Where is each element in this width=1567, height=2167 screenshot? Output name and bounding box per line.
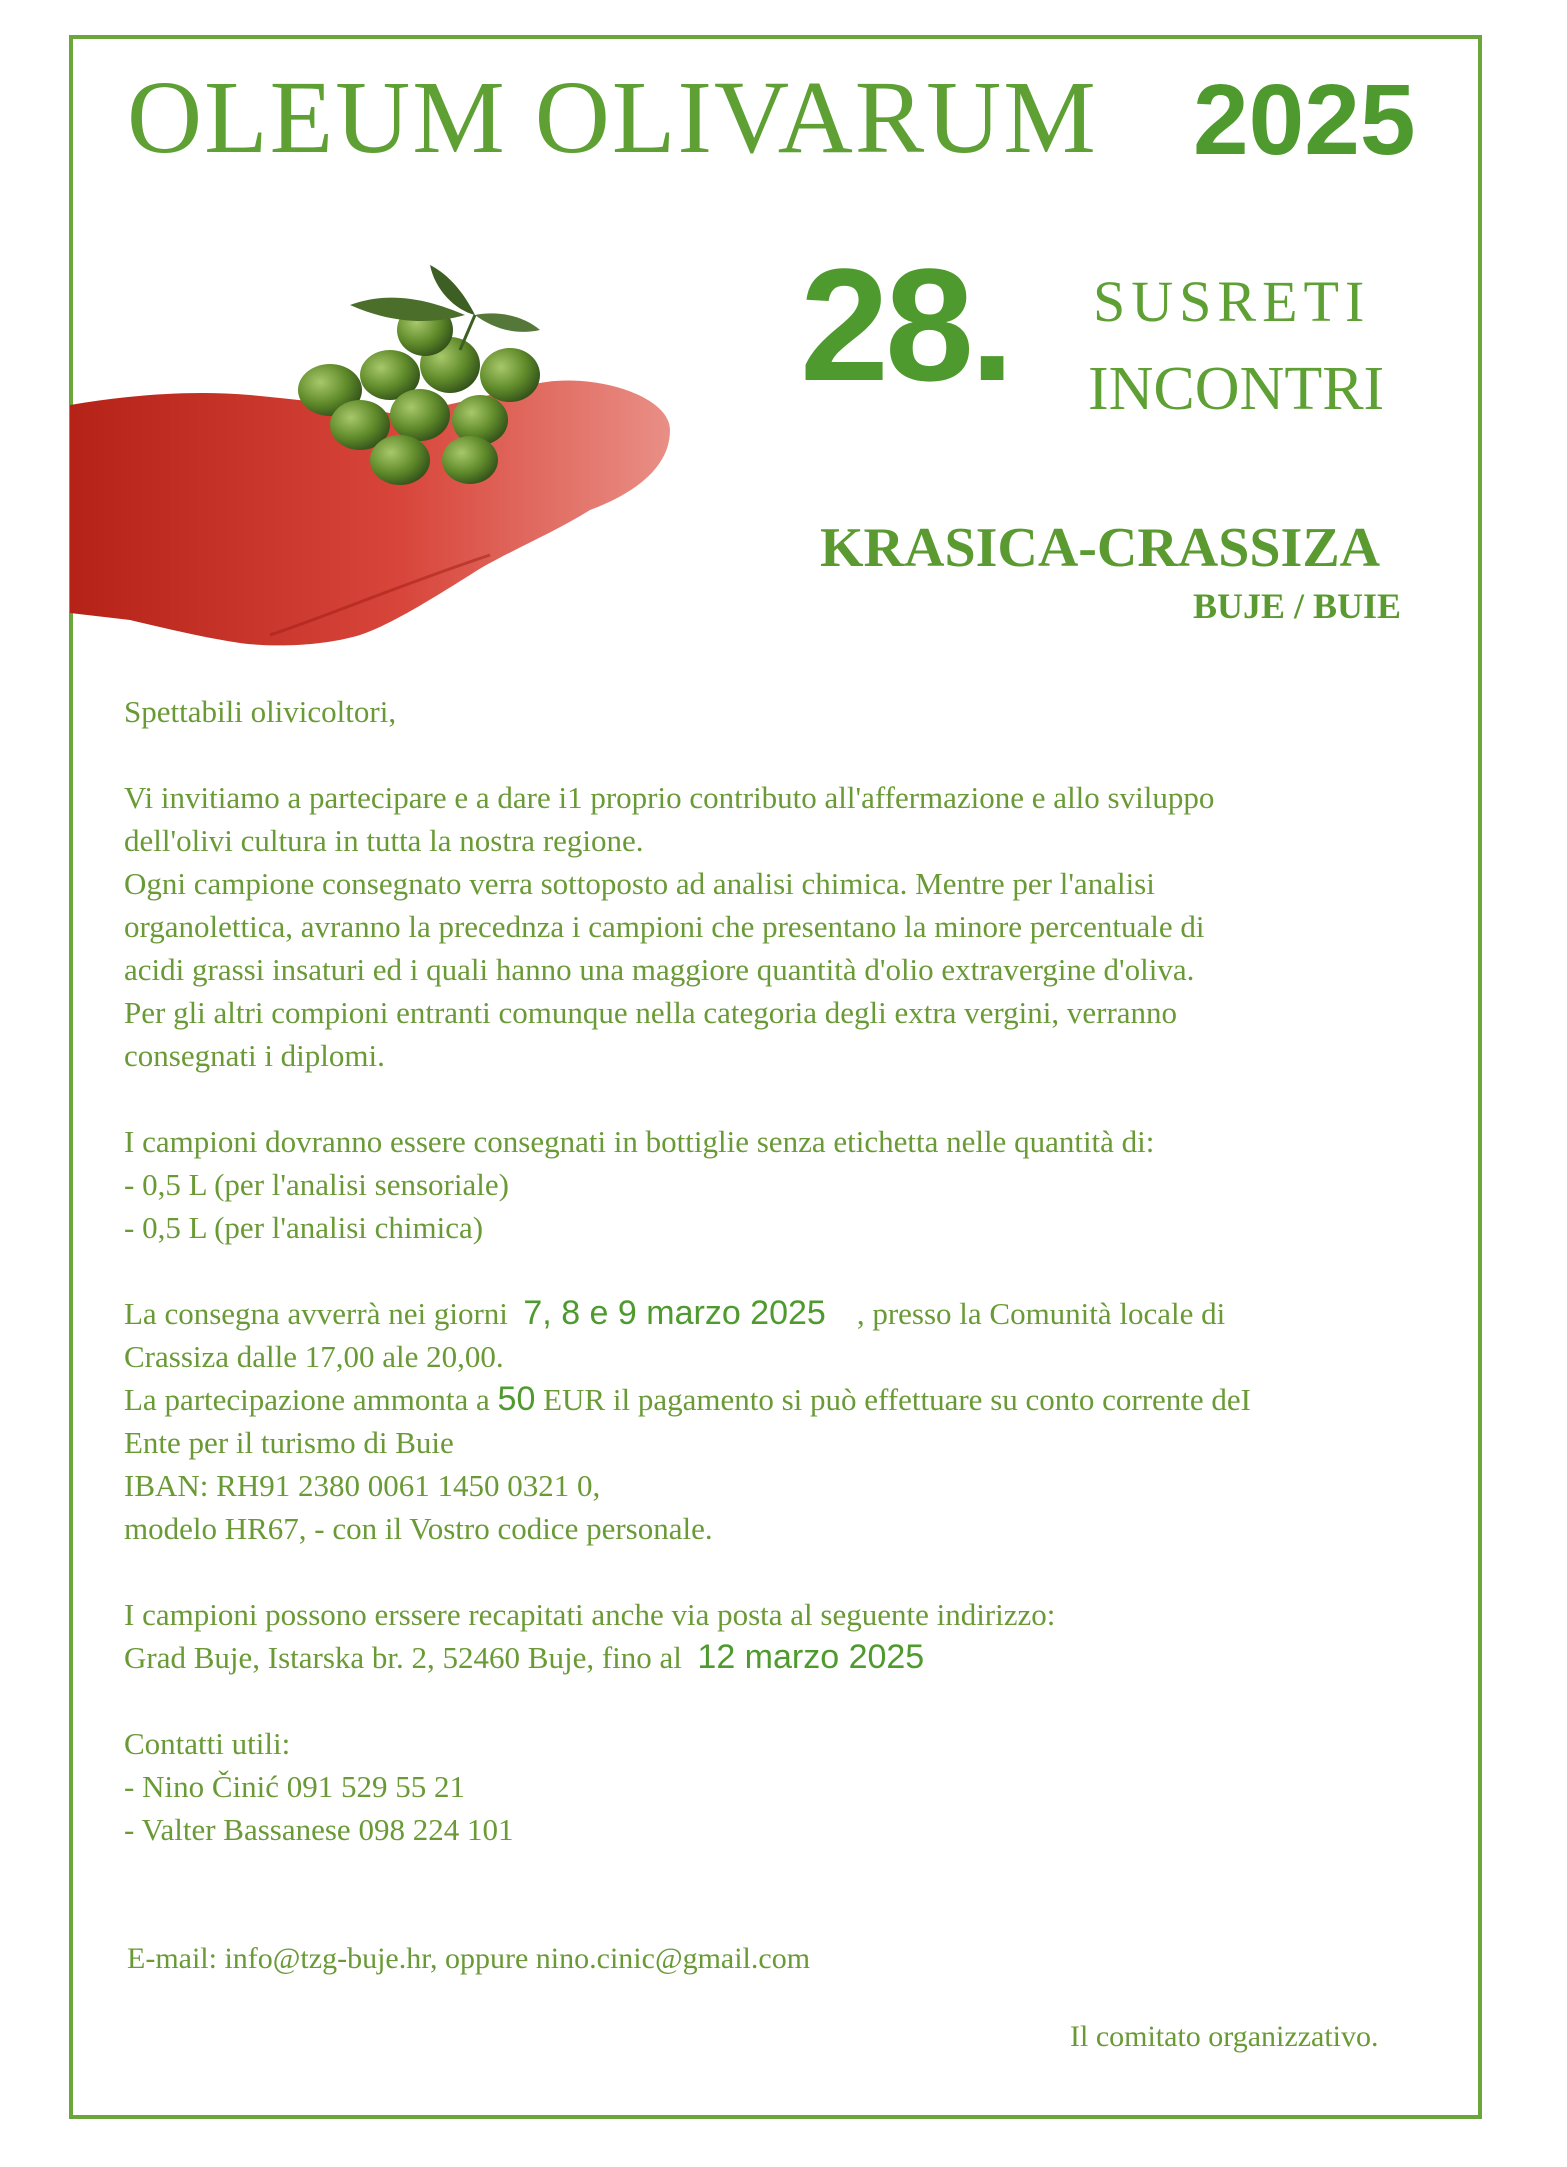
delivery-dates: 7, 8 e 9 marzo 2025 [523,1294,826,1332]
fee-pre: La partecipazione ammonta a [124,1382,490,1417]
greeting: Spettabili olivicoltori, [124,694,397,729]
post-address: Grad Buje, Istarska br. 2, 52460 Buje, fino al [124,1640,682,1675]
contact-item: - Nino Činić 091 529 55 21 [124,1769,465,1804]
letter-body [124,690,1424,1851]
subtitle-croatian: SUSRETI [1093,269,1371,334]
contacts-title: Contatti utili: [124,1726,291,1761]
contact-item: - Valter Bassanese 098 224 101 [124,1812,514,1847]
email-line: E-mail: info@tzg-buje.hr, oppure nino.cinic@gmail.com [127,1942,811,1975]
intro-line: dell'olivi cultura in tutta la nostra regione. [124,823,644,858]
delivery-pre: La consegna avverrà nei giorni [124,1296,508,1331]
intro-line: Vi invitiamo a partecipare e a dare i1 proprio contributo all'affermazione e allo sviluppo [124,780,1215,815]
event-title: OLEUM OLIVARUM [127,60,1098,175]
intro-line: organolettica, avranno la precednza i campioni che presentano la minore percentuale di [124,909,1205,944]
post-intro: I campioni possono erssere recapitati anche via posta al seguente indirizzo: [124,1597,1056,1632]
olives-in-hand-icon [70,255,680,655]
delivery-post: , presso la Comunità locale di [856,1296,1226,1331]
delivery-line [124,1292,1424,1335]
intro-line: consegnati i diplomi. [124,1038,385,1073]
post-address-line [124,1636,1424,1679]
delivery-line-2: Crassiza dalle 17,00 ale 20,00. [124,1339,504,1374]
iban: IBAN: RH91 2380 0061 1450 0321 0, [124,1468,601,1503]
intro-line: Ogni campione consegnato verra sottoposto ad analisi chimica. Mentre per l'analisi [124,866,1155,901]
samples-intro: I campioni dovranno essere consegnati in bottiglie senza etichetta nelle quantità di: [124,1124,1155,1159]
fee-line [124,1378,1424,1421]
fee-amount: 50 [497,1380,536,1418]
event-town: BUJE / BUIE [1193,586,1402,626]
intro-line: acidi grassi insaturi ed i quali hanno una maggiore quantità d'olio extravergine d'oliva. [124,952,1195,987]
event-year: 2025 [1193,64,1416,176]
sample-item: - 0,5 L (per l'analisi sensoriale) [124,1167,509,1202]
fee-post: EUR il pagamento si può effettuare su conto corrente deI [543,1382,1251,1417]
sample-item: - 0,5 L (per l'analisi chimica) [124,1210,484,1245]
fee-line-2: Ente per il turismo di Buie [124,1425,454,1460]
intro-line: Per gli altri compioni entranti comunque nella categoria degli extra vergini, verranno [124,995,1178,1030]
edition-number: 28. [800,235,1011,414]
subtitle-italian: INCONTRI [1088,355,1385,423]
post-deadline: 12 marzo 2025 [697,1638,925,1676]
signature: Il comitato organizzativo. [1070,2020,1379,2053]
payment-model: modelo HR67, - con il Vostro codice personale. [124,1511,713,1546]
event-location: KRASICA-CRASSIZA [820,517,1381,579]
